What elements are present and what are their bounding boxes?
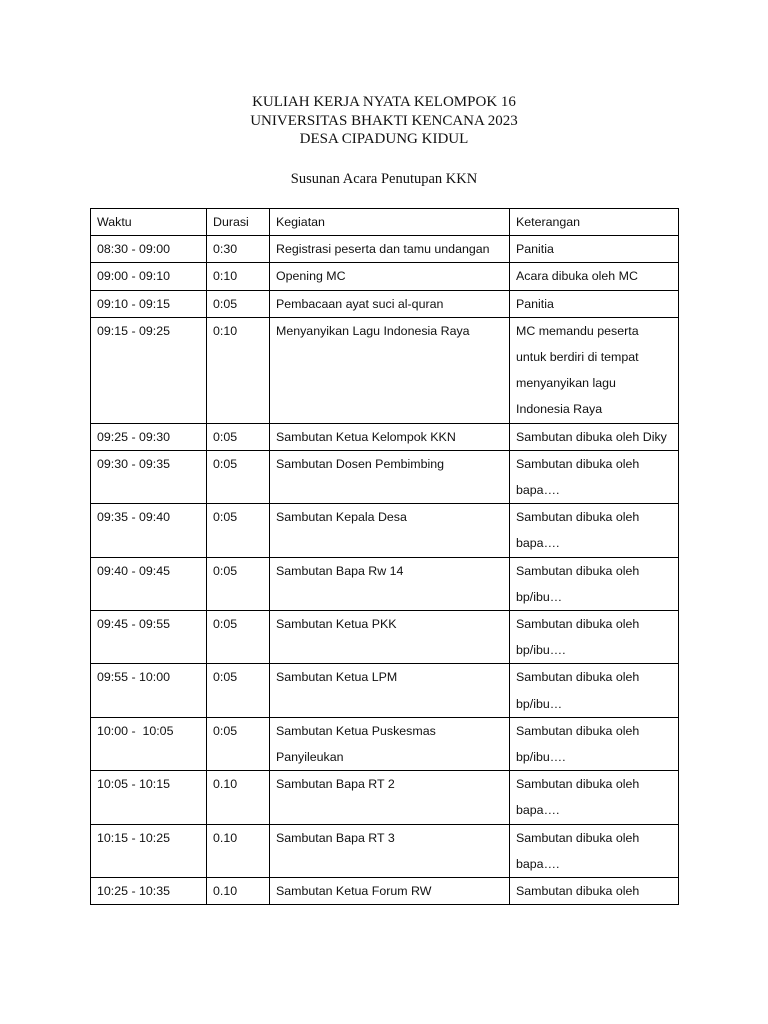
table-row xyxy=(91,423,679,450)
cell-waktu: 09:40 - 09:45 xyxy=(91,557,207,610)
cell-waktu: 09:25 - 09:30 xyxy=(91,423,207,450)
cell-waktu: 08:30 - 09:00 xyxy=(91,236,207,263)
cell-keterangan: Acara dibuka oleh MC xyxy=(510,263,679,290)
cell-kegiatan: Pembacaan ayat suci al-quran xyxy=(270,290,510,317)
cell-keterangan: Sambutan dibuka oleh bp/ibu… xyxy=(510,664,679,717)
table-row xyxy=(91,317,679,423)
cell-keterangan: Sambutan dibuka oleh bp/ibu…. xyxy=(510,611,679,664)
document-header xyxy=(0,93,768,149)
cell-durasi: 0:05 xyxy=(207,611,270,664)
cell-durasi: 0:05 xyxy=(207,664,270,717)
column-header-keterangan: Keterangan xyxy=(510,209,679,236)
cell-keterangan: Sambutan dibuka oleh bp/ibu…. xyxy=(510,717,679,770)
cell-keterangan: Sambutan dibuka oleh bapa…. xyxy=(510,771,679,824)
cell-waktu: 09:00 - 09:10 xyxy=(91,263,207,290)
document-subtitle: Susunan Acara Penutupan KKN xyxy=(290,171,478,187)
header-line-program: KULIAH KERJA NYATA KELOMPOK 16 xyxy=(252,94,516,110)
column-header-waktu: Waktu xyxy=(91,209,207,236)
cell-keterangan: Sambutan dibuka oleh bapa…. xyxy=(510,504,679,557)
cell-durasi: 0.10 xyxy=(207,824,270,877)
cell-kegiatan: Sambutan Bapa Rw 14 xyxy=(270,557,510,610)
cell-waktu: 10:05 - 10:15 xyxy=(91,771,207,824)
cell-waktu: 10:15 - 10:25 xyxy=(91,824,207,877)
cell-waktu: 09:10 - 09:15 xyxy=(91,290,207,317)
cell-kegiatan: Registrasi peserta dan tamu undangan xyxy=(270,236,510,263)
cell-kegiatan: Opening MC xyxy=(270,263,510,290)
cell-durasi: 0:05 xyxy=(207,557,270,610)
cell-waktu: 09:55 - 10:00 xyxy=(91,664,207,717)
cell-keterangan: Panitia xyxy=(510,290,679,317)
schedule-table xyxy=(90,208,679,905)
cell-durasi: 0:10 xyxy=(207,263,270,290)
cell-waktu: 10:25 - 10:35 xyxy=(91,878,207,905)
table-row xyxy=(91,611,679,664)
table-row xyxy=(91,557,679,610)
cell-keterangan: Sambutan dibuka oleh bp/ibu… xyxy=(510,557,679,610)
cell-waktu: 09:30 - 09:35 xyxy=(91,450,207,503)
cell-kegiatan: Sambutan Ketua Kelompok KKN xyxy=(270,423,510,450)
table-row xyxy=(91,824,679,877)
cell-durasi: 0.10 xyxy=(207,771,270,824)
cell-waktu: 10:00 - 10:05 xyxy=(91,717,207,770)
cell-durasi: 0.10 xyxy=(207,878,270,905)
cell-durasi: 0:05 xyxy=(207,450,270,503)
cell-waktu: 09:35 - 09:40 xyxy=(91,504,207,557)
cell-kegiatan: Sambutan Ketua PKK xyxy=(270,611,510,664)
cell-durasi: 0:05 xyxy=(207,504,270,557)
table-row xyxy=(91,771,679,824)
cell-keterangan: Sambutan dibuka oleh bapa…. xyxy=(510,450,679,503)
schedule-table-body xyxy=(91,209,679,905)
table-row xyxy=(91,504,679,557)
cell-kegiatan: Sambutan Ketua Forum RW xyxy=(270,878,510,905)
cell-kegiatan: Sambutan Ketua LPM xyxy=(270,664,510,717)
column-header-durasi: Durasi xyxy=(207,209,270,236)
cell-durasi: 0:05 xyxy=(207,717,270,770)
cell-kegiatan: Sambutan Bapa RT 2 xyxy=(270,771,510,824)
header-line-village: DESA CIPADUNG KIDUL xyxy=(299,131,469,147)
cell-keterangan: MC memandu peserta untuk berdiri di tempat menyanyikan lagu Indonesia Raya xyxy=(510,317,679,423)
cell-kegiatan: Menyanyikan Lagu Indonesia Raya xyxy=(270,317,510,423)
table-row xyxy=(91,664,679,717)
cell-keterangan: Sambutan dibuka oleh bapa…. xyxy=(510,824,679,877)
cell-keterangan: Sambutan dibuka oleh xyxy=(510,878,679,905)
cell-keterangan: Sambutan dibuka oleh Diky xyxy=(510,423,679,450)
cell-durasi: 0:05 xyxy=(207,290,270,317)
table-row xyxy=(91,263,679,290)
table-row xyxy=(91,878,679,905)
cell-durasi: 0:05 xyxy=(207,423,270,450)
header-line-university: UNIVERSITAS BHAKTI KENCANA 2023 xyxy=(250,112,518,129)
table-row xyxy=(91,717,679,770)
table-row xyxy=(91,290,679,317)
cell-waktu: 09:15 - 09:25 xyxy=(91,317,207,423)
cell-kegiatan: Sambutan Dosen Pembimbing xyxy=(270,450,510,503)
table-row xyxy=(91,236,679,263)
cell-durasi: 0:30 xyxy=(207,236,270,263)
table-row xyxy=(91,450,679,503)
table-header-row xyxy=(91,209,679,236)
cell-kegiatan: Sambutan Kepala Desa xyxy=(270,504,510,557)
cell-keterangan: Panitia xyxy=(510,236,679,263)
column-header-kegiatan: Kegiatan xyxy=(270,209,510,236)
cell-waktu: 09:45 - 09:55 xyxy=(91,611,207,664)
cell-kegiatan: Sambutan Ketua Puskesmas Panyileukan xyxy=(270,717,510,770)
cell-kegiatan: Sambutan Bapa RT 3 xyxy=(270,824,510,877)
cell-durasi: 0:10 xyxy=(207,317,270,423)
